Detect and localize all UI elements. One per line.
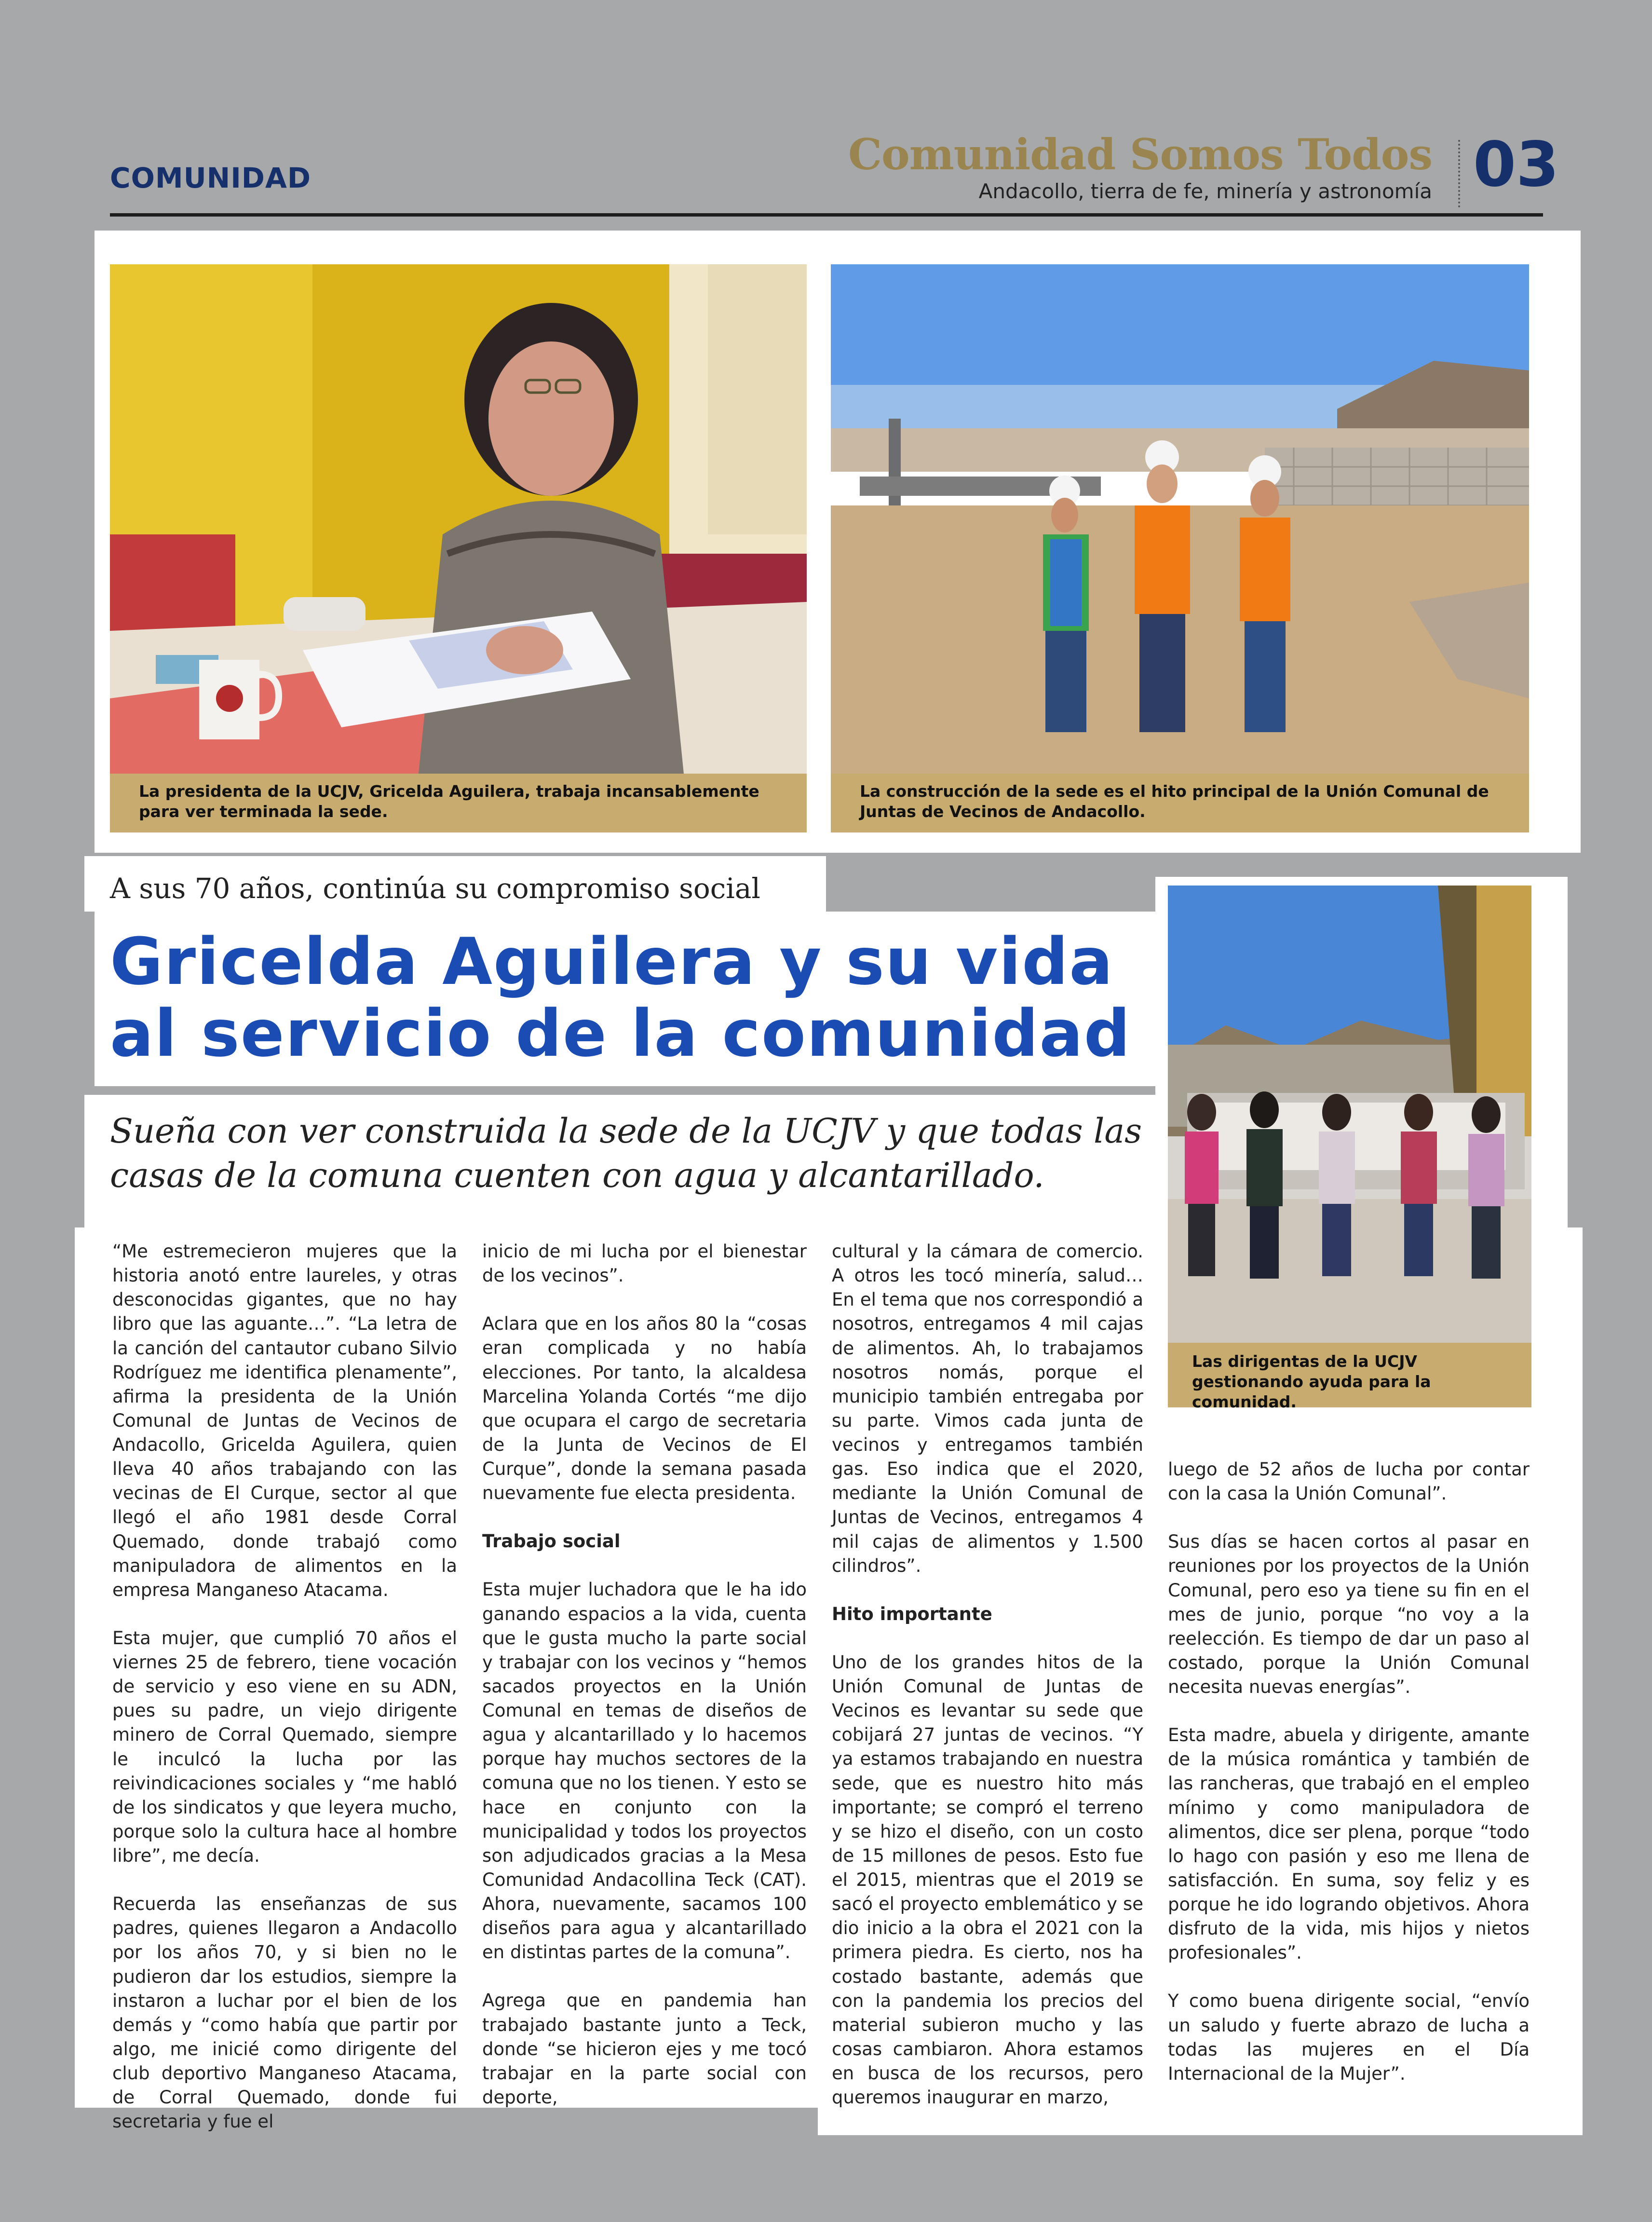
- photo-dirigentas-group: [1168, 886, 1531, 1343]
- col2-paragraph-4: Agrega que en pandemia han trabajado bastante junto a Teck, donde “se hicieron ejes y me tocó trabajar en la parte social con deporte,: [482, 1990, 807, 2108]
- article-column-3: [832, 1240, 1143, 2134]
- col2-paragraph-1: inicio de mi lucha por el bienestar de los vecinos”.: [482, 1241, 807, 1286]
- masthead: [848, 129, 1432, 203]
- col2-paragraph-2: Aclara que en los años 80 la “cosas eran complicada y no había elecciones. Por tanto, la alcaldesa Marcelina Yolanda Cortés “me dijo que ocupara el cargo de secretaria de la Junta de Vecinos de El Curque”, donde la semana pasada nuevamente fue electa presidenta.: [482, 1313, 807, 1504]
- article-subhead: Sueña con ver construida la sede de la UCJV y que todas las casas de la comuna cuenten con agua y alcantarillado.: [110, 1111, 1142, 1195]
- col4-paragraph-2: Sus días se hacen cortos al pasar en reuniones por los proyectos de la Unión Comunal, pero eso ya tiene su fin en el mes de junio, porque “no voy a la reelección. Es tiempo de dar un paso al costado, porque la Unión Comunal necesita nuevas energías”.: [1168, 1531, 1530, 1697]
- col1-paragraph-2: Esta mujer, que cumplió 70 años el viernes 25 de febrero, tiene vocación de servicio y eso viene en su ADN, pues su padre, un viejo dirigente minero de Corral Quemado, siempre le inculcó la lucha por las reivindicaciones sociales y “me habló de los sindicatos y que leyera mucho, porque solo la cultura hace al hombre libre”, me decía.: [112, 1627, 457, 1866]
- header-rule: [110, 213, 1543, 217]
- col3-paragraph-1: cultural y la cámara de comercio. A otros les tocó minería, salud… En el tema que nos correspondió a nosotros, entregamos 4 mil cajas de alimentos. Ah, lo trabajamos nosotros nomás, porque el municipio también entregaba por su parte. Vimos cada junta de vecinos y entregamos también gas. Eso indica que el 2020, mediante la Unión Comunal de Juntas de Vecinos, entregamos 4 mil cajas de alimentos y 1.500 cilindros”.: [832, 1241, 1143, 1576]
- article-column-1: [112, 1240, 457, 2158]
- photo-gricelda-at-desk: [110, 264, 807, 774]
- article-kicker: A sus 70 años, continúa su compromiso social: [110, 872, 760, 905]
- page-number: 03: [1473, 129, 1559, 201]
- col3-subheading: Hito importante: [832, 1603, 992, 1624]
- col2-paragraph-3: Esta mujer luchadora que le ha ido ganando espacios a la vida, cuenta que le gusta mucho la parte social y trabajar con los vecinos y “hemos sacados proyectos en la Unión Comunal en temas de diseños de agua y alcantarillado y lo hacemos porque hay muchos sectores de la comuna que no los tienen. Y esto se hace en conjunto con la municipalidad y todos los proyectos son adjudicados gracias a la Mesa Comunidad Andacollina Teck (CAT). Ahora, nuevamente, sacamos 100 diseños para agua y alcantarillado en distintas partes de la comuna”.: [482, 1579, 807, 1963]
- brand-subtitle: Andacollo, tierra de fe, minería y astronomía: [978, 179, 1432, 203]
- article-headline: Gricelda Aguilera y su vida al servicio de la comunidad: [110, 924, 1131, 1071]
- col4-paragraph-3: Esta madre, abuela y dirigente, amante de la música romántica y también de las rancheras, que trabajó en el empleo mínimo y como manipuladora de alimentos, dice ser plena, porque “todo lo hago con pasión y eso me llena de satisfacción. En suma, soy feliz y es porque he ido logrando objetivos. Ahora disfruto de la vida, mis hijos y nietos profesionales”.: [1168, 1725, 1530, 1963]
- col1-paragraph-3: Recuerda las enseñanzas de sus padres, quienes llegaron a Andacollo por los años 70, y si bien no le pudieron dar los estudios, siempre la instaron a luchar por el bien de los demás y “como había que partir por algo, me inicié como dirigente del club deportivo Manganeso Atacama, de Corral Quemado, donde fui secretaria y fue el: [112, 1894, 457, 2132]
- brand-title: Comunidad Somos Todos: [848, 129, 1432, 179]
- col2-subheading: Trabajo social: [482, 1531, 621, 1552]
- photo2-caption: La construcción de la sede es el hito principal de la Unión Comunal de Juntas de Vecinos de Andacollo.: [831, 774, 1529, 832]
- col4-paragraph-1: luego de 52 años de lucha por contar con la casa la Unión Comunal”.: [1168, 1459, 1530, 1504]
- col1-paragraph-1: “Me estremecieron mujeres que la historia anotó entre laureles, y otras desconocidas gigantes, que no hay libro que las aguante…”. “La letra de la canción del cantautor cubano Silvio Rodríguez me identifica plenamente”, afirma la presidenta de la Unión Comunal de Juntas de Vecinos de Andacollo, Gricelda Aguilera, quien lleva 40 años trabajando con las vecinas de El Curque, sector al que llegó el año 1981 desde Corral Quemado, donde trabajó como manipuladora de alimentos en la empresa Manganeso Atacama.: [112, 1241, 457, 1600]
- col4-paragraph-4: Y como buena dirigente social, “envío un saludo y fuerte abrazo de lucha a todas las mujeres en el Día Internacional de la Mujer”.: [1168, 1990, 1530, 2084]
- photo1-caption: La presidenta de la UCJV, Gricelda Aguilera, trabaja incansablemente para ver terminada la sede.: [110, 774, 807, 832]
- photo3-caption: Las dirigentas de la UCJV gestionando ayuda para la comunidad.: [1168, 1343, 1531, 1407]
- col3-paragraph-2: Uno de los grandes hitos de la Unión Comunal de Juntas de Vecinos es levantar su sede que cobijará 27 juntas de vecinos. “Y ya estamos trabajando en nuestra sede, que es nuestro hito más importante; se compró el terreno y se hizo el diseño, con un costo de 15 millones de pesos. Esto fue el 2015, mientras que el 2019 se sacó el proyecto emblemático y se dio inicio a la obra el 2021 con la primera piedra. Es cierto, nos ha costado bastante, además que con la pandemia los precios del material subieron mucho y las cosas cambiaron. Ahora estamos en busca de los recursos, pero queremos inaugurar en marzo,: [832, 1651, 1143, 2108]
- article-column-2: [482, 1240, 807, 2134]
- photo-construction-site: [831, 264, 1529, 774]
- article-column-4: [1168, 1458, 1530, 2110]
- header-divider: [1458, 140, 1460, 207]
- section-label: COMUNIDAD: [110, 162, 311, 194]
